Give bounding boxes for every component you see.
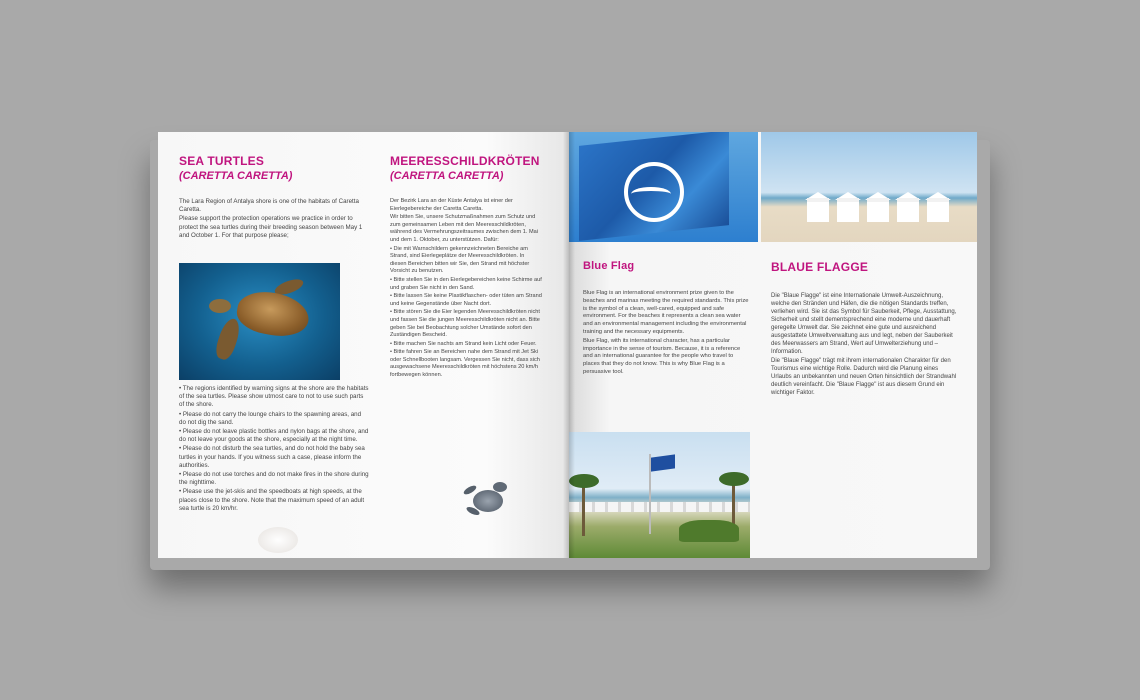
beach-cabanas-photo xyxy=(761,132,977,242)
body-paragraph: Die "Blaue Flagge" trägt mit ihrem internationalen Charakter für den Tourismus eine wichtige Rolle. Dadurch wird die Planung eines Urlaubs an unbekannten und neuen Orten hinsichtlich der Strandwahl deutlich vereinfacht. Die "Blaue Flagge" ist aus diesem Grund ein wichtiger Faktor. xyxy=(771,358,957,396)
rule-item: • Please use the jet-skis and the speedboats at high speeds, at the places close to the shore. Note that the maximum speed of an adult sea turtle is 20 km/hr. xyxy=(179,488,365,512)
sea-turtles-intro xyxy=(179,198,369,240)
right-page xyxy=(569,132,977,558)
baby-turtle-shell xyxy=(473,490,503,512)
rule-item: • Bitte lassen Sie keine Plastikflaschen- oder tüten am Strand und keine Gegenstände über Nacht dort. xyxy=(390,293,542,307)
body-paragraph: Die "Blaue Flagge" ist eine Internationale Umwelt-Auszeichnung, welche den Stränden und Häfen, die die nötigen Standards treffen, verliehen wird. Sie ist das Symbol für Sauberkeit, Pflege, Ausstattung, Sicherheit und stellt dementsprechend eine moderne und dauerhaft geregelte Umwelt dar. Sie zeichnet eine gute und ausreichend ausgestattete Umweltverwaltung aus und legt, neben der Sauberkeit des Meerwassers am Strand, Wert auf Umwelterziehung und –Information. xyxy=(771,293,957,355)
palm-tree-icon xyxy=(719,472,749,502)
wave-icon xyxy=(631,187,671,201)
rule-item: • Bitte fahren Sie an Bereichen nahe dem Strand mit Jet Ski oder Schnellbooten langsam. Vergessen Sie nicht, dass sich ausgewachsene Meeresschildkröten mit höchstens 20 km/h fortbewegen können. xyxy=(390,349,540,379)
cabana xyxy=(837,198,859,222)
blue-flag-column xyxy=(583,260,751,378)
rule-item: • The regions identified by warning signs at the shore are the habitats of the sea turtles. Please show utmost care to not to use such parts of the shore. xyxy=(179,385,369,409)
turtle-shell xyxy=(234,287,312,341)
hedge xyxy=(679,520,739,542)
seashell-decoration xyxy=(258,527,298,553)
intro-paragraph: Please support the protection operations we practice in order to protect the sea turtles during their breeding season between May 1 and October 1. For that purpose please; xyxy=(179,215,363,239)
blue-flag-photo xyxy=(569,132,758,242)
sea-turtle-photo xyxy=(179,263,340,380)
baby-turtle-illustration xyxy=(463,482,513,522)
blaue-flagge-title: BLAUE FLAGGE xyxy=(771,260,869,274)
rule-item: • Please do not carry the lounge chairs to the spawning areas, and do not dig the sand. xyxy=(179,410,362,426)
rule-item: • Bitte stören Sie die Eier legenden Meeresschildkröten nicht und fassen Sie die jungen Meeresschildkröten nicht an. Bitte geben Sie bei Beobachtung solcher Umstände sofort den Zuständigen Bescheid. xyxy=(390,309,540,339)
body-paragraph: Blue Flag, with its international character, has a particular importance in the sense of tourism. Because, it is a reference and an international guarantee for the people who travel to places that they do not know. This is why Blue Flag is a persuasive tool. xyxy=(583,337,741,375)
meeresschildkroeten-title: MEERESSCHILDKRÖTEN xyxy=(390,154,540,168)
meeresschildkroeten-subtitle: (CARETTA CARETTA) xyxy=(390,170,504,182)
intro-paragraph: Wir bitten Sie, unsere Schutzmaßnahmen zum Schutz und zum gemeinsamen Leben mit den Meeresschildkröten, während des Vermehrungszeitraumes zwischen dem 1. Mai und dem 1. Oktober, zu unterstützen. Dafür: xyxy=(390,214,538,243)
cabana xyxy=(927,198,949,222)
blue-flag-icon xyxy=(651,454,675,471)
turtle-head xyxy=(209,299,231,313)
blue-flag-title: Blue Flag xyxy=(583,260,635,272)
blue-flag-body xyxy=(583,290,751,377)
baby-turtle-head xyxy=(493,482,507,492)
rule-item: • Bitte machen Sie nachts am Strand kein Licht oder Feuer. xyxy=(390,340,537,347)
left-page xyxy=(158,132,569,558)
sea-turtles-title: SEA TURTLES xyxy=(179,154,265,168)
cabana xyxy=(867,198,889,222)
blaue-flagge-column xyxy=(771,260,957,398)
rule-item: • Bitte stellen Sie in den Eierlegebereichen keine Schirme auf und graben Sie nicht in den Sand. xyxy=(390,276,542,291)
sea-turtles-subtitle: (CARETTA CARETTA) xyxy=(179,170,293,182)
meeresschildkroeten-body xyxy=(390,198,542,380)
brochure-spine xyxy=(563,132,575,558)
sea-turtles-column xyxy=(179,154,369,241)
blaue-flagge-body xyxy=(771,292,957,397)
rule-item: • Please do not use torches and do not make fires in the shore during the nighttime. xyxy=(179,471,369,487)
intro-paragraph: The Lara Region of Antalya shore is one of the habitats of Caretta Caretta. xyxy=(179,198,359,214)
body-paragraph: Blue Flag is an international environment prize given to the beaches and marinas meeting the required standards. This prize is the symbol of a clean, well-cared, equipped and safe environment. For the beaches it represents a clean sea water and an environmental management including the environmental training and the necessary equipments. xyxy=(583,290,749,335)
rule-item: • Please do not disturb the sea turtles, and do not hold the baby sea turtles in your hands. If you witness such a case, please inform the authorities. xyxy=(179,445,365,469)
rule-item: • Please do not leave plastic bottles and nylon bags at the shore, and do not leave your goods at the shore, especially at the night time. xyxy=(179,428,369,444)
beach-flagpole-photo xyxy=(569,432,750,558)
turtle-flipper xyxy=(213,316,243,362)
meeresschildkroeten-column xyxy=(390,154,542,381)
sea-turtles-rules xyxy=(179,385,369,514)
cabana xyxy=(807,198,829,222)
intro-paragraph: Der Bezirk Lara an der Küste Antalya ist einer der Eierlegebereiche der Caretta Caretta. xyxy=(390,198,513,212)
cabana xyxy=(897,198,919,222)
rule-item: • Die mit Warnschildern gekennzeichneten Bereiche am Strand, sind Eierlegeplätze der Meeresschildkröten. In diesen Bereichen bitten wir Sie, den Strand mit höchster Vorsicht zu benutzen. xyxy=(390,245,530,275)
